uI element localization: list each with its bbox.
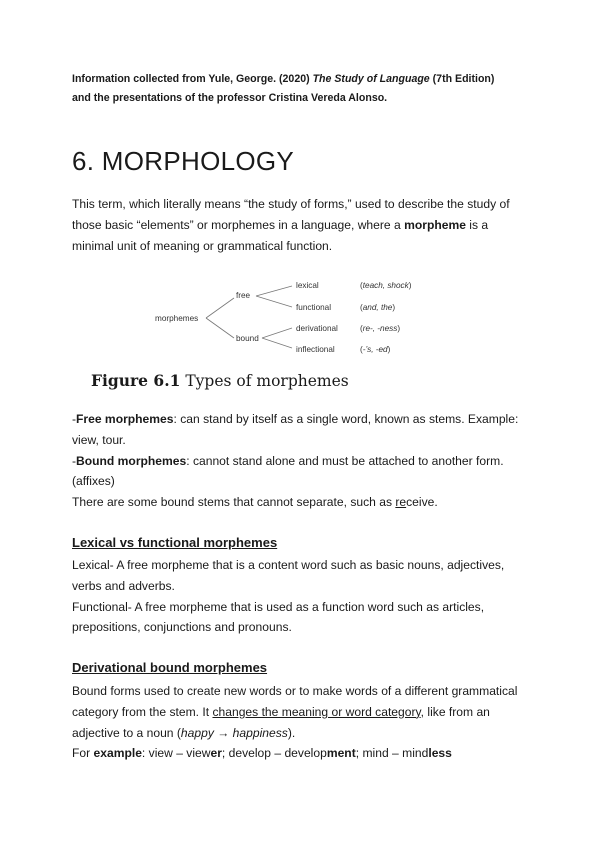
derivational-definition: Bound forms used to create new words or to make words of a different grammatical category from the stem. It changes the meaning or word category, like from an adjective to a noun (happy → happiness).: [72, 684, 518, 740]
node-bound: bound: [236, 334, 259, 343]
node-functional: functional: [296, 303, 332, 312]
book-title: The Study of Language: [312, 73, 430, 85]
intro-text: This term, which literally means “the study of forms,” used to describe the study of those basic “elements” or morphemes in a language, where a: [72, 197, 510, 232]
free-definition: -Free morphemes: can stand by itself as a single word, known as stems. Example: view, tour.: [72, 412, 519, 447]
citation-text-2: and the presentations of the professor Cristina Vereda Alonso.: [72, 92, 388, 104]
branch-morphemes-bound: [206, 318, 234, 338]
free-term: Free morphemes: [76, 412, 174, 426]
bound-term: Bound morphemes: [76, 453, 187, 468]
branch-bound-inflectional: [262, 338, 292, 348]
chapter-title: 6. MORPHOLOGY: [72, 146, 295, 176]
example-inflectional: (-’s, -ed): [360, 345, 391, 354]
morpheme-tree-diagram: [150, 276, 430, 358]
derivational-section-body: [72, 681, 532, 764]
underlined-prefix: re: [395, 495, 407, 510]
bound-stems-note: There are some bound stems that cannot separate, such as receive.: [72, 495, 438, 510]
functional-definition: Functional- A free morpheme that is used as a function word such as articles, prepositions, conjunctions and pronouns.: [72, 599, 485, 635]
figure-caption: [91, 371, 349, 390]
intro-text-end: is a minimal unit of meaning or grammatical function.: [72, 217, 489, 253]
figure-number: Figure 6.1: [91, 371, 181, 390]
branch-free-functional: [256, 296, 292, 307]
lexical-section-body: [72, 555, 532, 638]
lexical-definition: Lexical- A free morpheme that is a content word such as basic nouns, adjectives, verbs and adverbs.: [72, 558, 505, 593]
node-lexical: lexical: [296, 281, 319, 290]
intro-term: morpheme: [404, 217, 466, 232]
example-functional: (and, the): [360, 303, 396, 312]
italic-example: happy → happiness: [180, 725, 288, 740]
example-lexical: (teach, shock): [360, 281, 412, 290]
citation-edition: (7th Edition): [429, 73, 495, 85]
node-inflectional: inflectional: [296, 345, 335, 354]
morpheme-tree-figure: [150, 276, 430, 358]
node-morphemes: morphemes: [155, 314, 199, 323]
derivational-examples: For example: view – viewer; develop – development; mind – mindless: [72, 746, 452, 761]
branch-bound-derivational: [262, 328, 292, 338]
branch-morphemes-free: [206, 298, 234, 318]
intro-paragraph: [72, 194, 532, 256]
definitions-block: [72, 409, 532, 513]
node-derivational: derivational: [296, 324, 338, 333]
underlined-phrase: changes the meaning or word category: [212, 704, 421, 719]
figure-caption-text: Types of morphemes: [180, 372, 349, 390]
derivational-section-heading: Derivational bound morphemes: [72, 660, 268, 675]
lexical-section-heading: Lexical vs functional morphemes: [72, 535, 278, 550]
bound-definition: -Bound morphemes: cannot stand alone and must be attached to another form. (affixes): [72, 453, 504, 489]
branch-free-lexical: [256, 286, 292, 296]
citation-text-1: Information collected from Yule, George. (2020): [72, 73, 313, 85]
source-citation: [72, 70, 542, 108]
node-free: free: [236, 291, 251, 300]
example-derivational: (re-, -ness): [360, 324, 401, 333]
